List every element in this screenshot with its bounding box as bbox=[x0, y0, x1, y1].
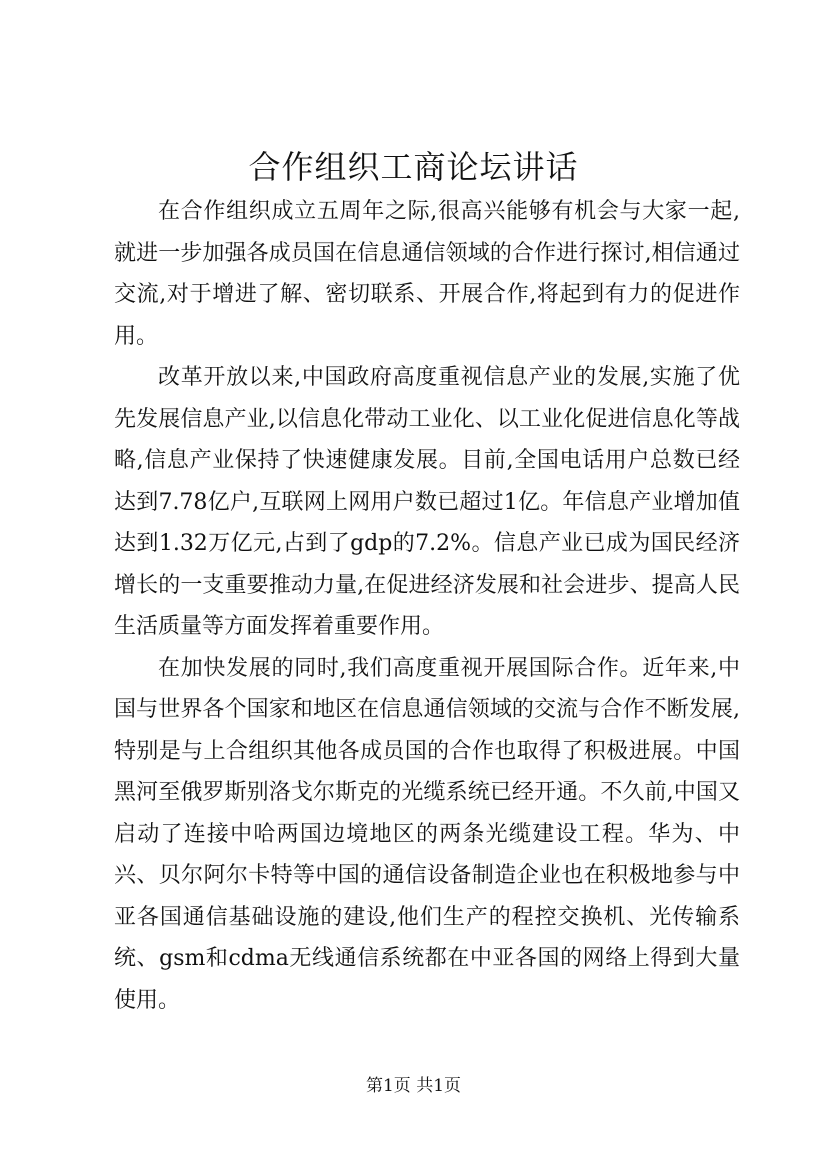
document-body bbox=[114, 191, 740, 1021]
page-number-label: 第1页 共1页 bbox=[365, 1076, 462, 1096]
paragraph-3: 在加快发展的同时,我们高度重视开展国际合作。近年来,中国与世界各个国家和地区在信息通信领域的交流与合作不断发展,特别是与上合组织其他各成员国的合作也取得了积极进展。中国黑河至俄罗斯别洛戈尔斯克的光缆系统已经开通。不久前,中国又启动了连接中哈两国边境地区的两条光缆建设工程。华为、中兴、贝尔阿尔卡特等中国的通信设备制造企业也在积极地参与中亚各国通信基础设施的建设,他们生产的程控交换机、光传输系统、gsm和cdma无线通信系统都在中亚各国的网络上得到大量使用。 bbox=[114, 655, 740, 1013]
paragraph-2: 改革开放以来,中国政府高度重视信息产业的发展,实施了优先发展信息产业,以信息化带动工业化、以工业化促进信息化等战略,信息产业保持了快速健康发展。目前,全国电话用户总数已经达到7.78亿户,互联网上网用户数已超过1亿。年信息产业增加值达到1.32万亿元,占到了gdp的7.2%。信息产业已成为国民经济增长的一支重要推动力量,在促进经济发展和社会进步、提高人民生活质量等方面发挥着重要作用。 bbox=[114, 365, 740, 639]
page-footer bbox=[0, 1075, 827, 1097]
paragraph-1: 在合作组织成立五周年之际,很高兴能够有机会与大家一起,就进一步加强各成员国在信息通信领域的合作进行探讨,相信通过交流,对于增进了解、密切联系、开展合作,将起到有力的促进作用。 bbox=[114, 199, 740, 349]
document-title: 合作组织工商论坛讲话 bbox=[248, 148, 579, 186]
